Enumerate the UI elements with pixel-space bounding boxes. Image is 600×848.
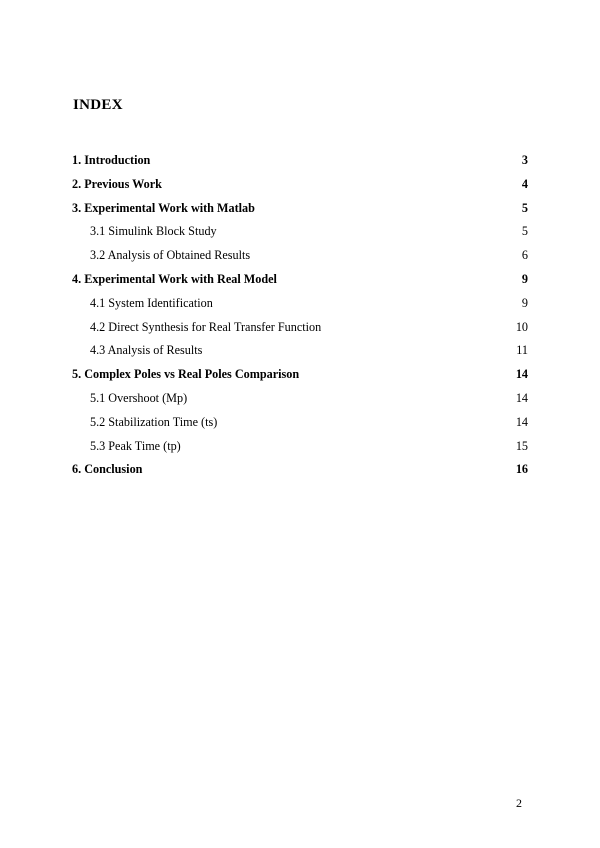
- toc-entry-page: 5: [521, 200, 528, 215]
- toc-entry-page: 14: [515, 414, 528, 429]
- toc-entry-peak-time: [72, 438, 528, 462]
- toc-entry-experimental-real-model: [72, 271, 528, 295]
- page-number: 2: [516, 796, 522, 810]
- toc-entry-analysis-of-results: [72, 342, 528, 366]
- toc-entry-experimental-matlab: [72, 200, 528, 224]
- toc-entry-label: 5.3 Peak Time (tp): [90, 438, 181, 453]
- toc-entry-page: 4: [521, 176, 528, 191]
- toc-entry-analysis-obtained-results: [72, 247, 528, 271]
- toc-entry-stabilization-time: [72, 414, 528, 438]
- toc-entry-label: 2. Previous Work: [72, 176, 162, 191]
- toc-entry-page: 9: [521, 271, 528, 286]
- toc-entry-poles-comparison: [72, 366, 528, 390]
- toc-entry-label: 3.1 Simulink Block Study: [90, 224, 217, 239]
- toc-entry-introduction: [72, 152, 528, 176]
- toc-entry-page: 9: [521, 295, 528, 310]
- toc-entry-page: 10: [515, 319, 528, 334]
- toc-entry-page: 3: [521, 153, 528, 167]
- toc-entry-system-identification: [72, 295, 528, 319]
- toc-entry-label: 5.2 Stabilization Time (ts): [90, 414, 218, 429]
- toc-entry-label: 5. Complex Poles vs Real Poles Comparison: [72, 367, 300, 382]
- toc-entry-overshoot: [72, 390, 528, 414]
- toc-entry-label: 1. Introduction: [72, 153, 151, 167]
- toc-entry-page: 16: [515, 462, 528, 477]
- toc-entry-label: 3. Experimental Work with Matlab: [72, 200, 255, 215]
- toc-entry-page: 11: [516, 343, 528, 358]
- toc-entry-label: 4.2 Direct Synthesis for Real Transfer Function: [90, 319, 322, 334]
- page-title: INDEX: [73, 97, 123, 113]
- toc-entry-page: 5: [521, 224, 528, 239]
- toc-entry-label: 4. Experimental Work with Real Model: [72, 271, 277, 286]
- table-of-contents: [72, 152, 528, 485]
- toc-entry-label: 5.1 Overshoot (Mp): [90, 390, 188, 405]
- toc-entry-direct-synthesis: [72, 319, 528, 343]
- toc-entry-page: 14: [515, 390, 528, 405]
- toc-entry-label: 4.1 System Identification: [90, 295, 213, 310]
- toc-entry-page: 6: [521, 248, 528, 263]
- toc-entry-label: 6. Conclusion: [72, 462, 143, 477]
- toc-entry-conclusion: [72, 461, 528, 485]
- toc-entry-page: 14: [515, 367, 528, 382]
- toc-entry-label: 3.2 Analysis of Obtained Results: [90, 248, 251, 263]
- toc-entry-previous-work: [72, 176, 528, 200]
- toc-entry-simulink-block-study: [72, 223, 528, 247]
- toc-entry-label: 4.3 Analysis of Results: [90, 343, 203, 358]
- toc-entry-page: 15: [515, 438, 528, 453]
